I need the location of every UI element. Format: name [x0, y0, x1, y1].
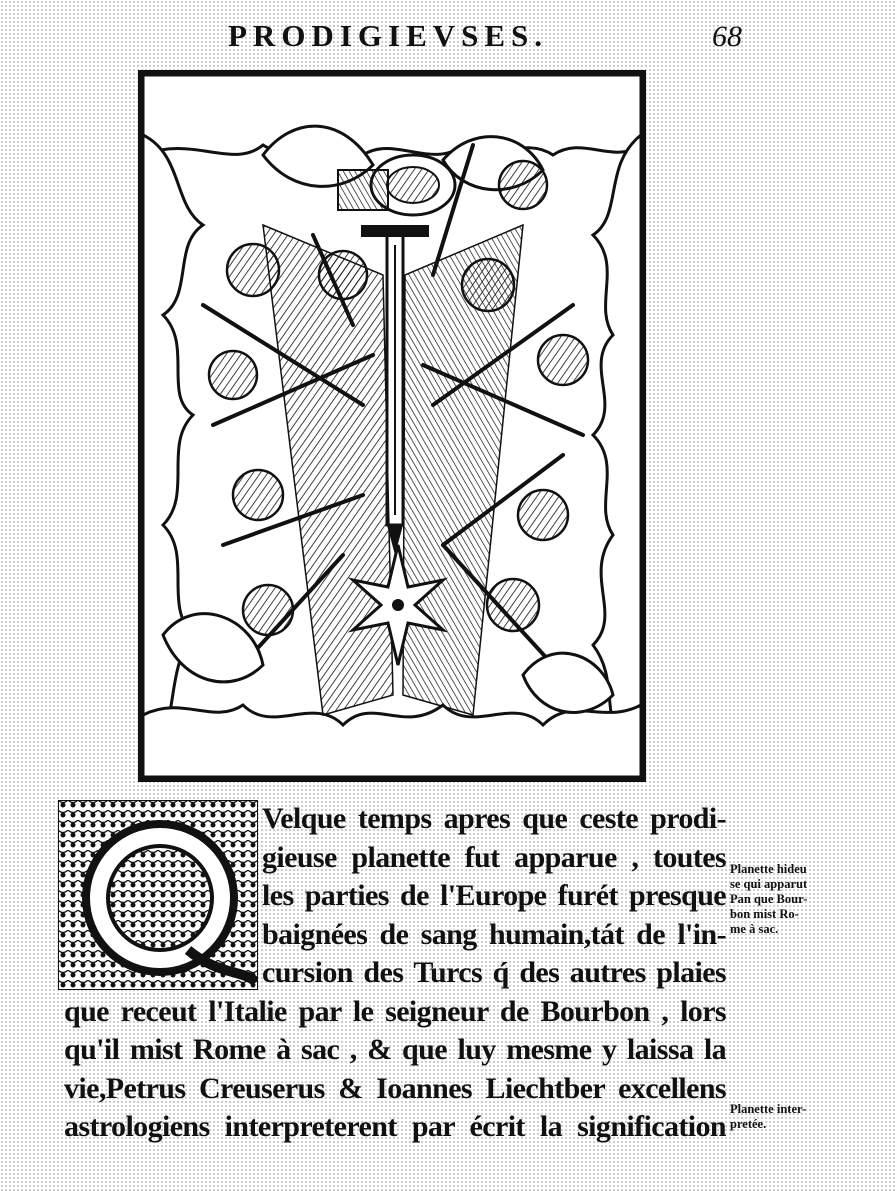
woodcut-illustration: [138, 70, 646, 782]
text-line: vie,Petrus Creuserus & Ioannes Liechtber excellens: [64, 1071, 726, 1105]
text-line: baignées de sang humain,tát de l'in-: [262, 917, 726, 951]
page-number: 68: [712, 20, 742, 53]
text-line: gieuse planette fut apparue , toutes: [262, 840, 726, 874]
woodcut-drawing: [143, 75, 641, 777]
margin-note-line: bon mist Ro-: [730, 907, 799, 921]
text-line: qu'il mist Rome à sac , & que luy mesme y laissa la: [64, 1033, 726, 1066]
text-line: Velque temps apres que ceste prodi-: [262, 802, 726, 835]
margin-note-line: Planette hideu: [730, 862, 807, 876]
margin-note-line: se qui apparut: [730, 877, 808, 891]
margin-note-line: me à sac.: [730, 922, 779, 936]
margin-note-line: pretée.: [730, 1117, 767, 1131]
margin-note-line: Planette inter-: [730, 1102, 807, 1116]
text-line: cursion des Turcs q́ des autres plaies: [262, 956, 726, 989]
running-title: PRODIGIEVSES.: [228, 18, 549, 53]
margin-note-2: [730, 1102, 890, 1132]
body-paragraph: [64, 800, 726, 1147]
margin-note-line: Pan que Bour-: [730, 892, 808, 906]
text-line: les parties de l'Europe furét presque: [262, 879, 726, 912]
text-line: que receut l'Italie par le seigneur de Bourbon , lors: [64, 994, 726, 1028]
running-head: [0, 14, 896, 54]
text-line: astrologiens interpreterent par écrit la signification: [64, 1110, 726, 1143]
margin-note-1: [730, 862, 890, 937]
